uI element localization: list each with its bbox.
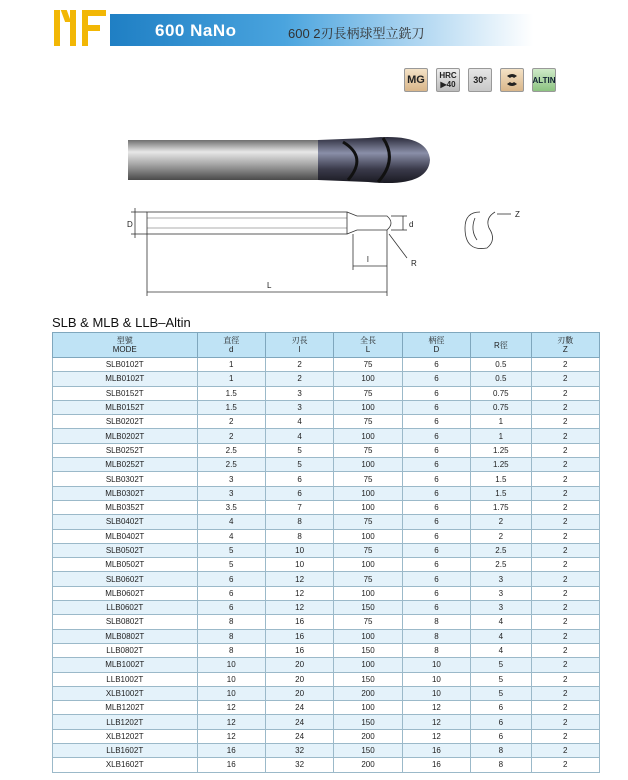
table-cell: 8 (402, 643, 470, 657)
table-cell: 2 (531, 586, 599, 600)
table-cell: 6 (402, 415, 470, 429)
table-cell: 100 (334, 701, 402, 715)
table-cell: 100 (334, 372, 402, 386)
table-cell: 2 (531, 500, 599, 514)
table-cell: 2 (197, 429, 265, 443)
table-row (53, 586, 600, 600)
table-cell: SLB0802T (53, 615, 198, 629)
table-cell: 4 (265, 415, 333, 429)
table-cell: 2 (531, 686, 599, 700)
table-cell: 3 (265, 386, 333, 400)
table-cell: 100 (334, 486, 402, 500)
table-cell: 2 (531, 515, 599, 529)
table-cell: 6 (402, 601, 470, 615)
table-cell: 75 (334, 615, 402, 629)
table-cell: 5 (265, 443, 333, 457)
column-header-top: 直徑 (223, 336, 240, 345)
table-cell: 6 (471, 729, 531, 743)
table-row (53, 358, 600, 372)
table-cell: 6 (402, 572, 470, 586)
column-header-top: 型號 (116, 336, 133, 345)
table-cell: 2 (531, 758, 599, 772)
table-cell: 3 (471, 572, 531, 586)
table-cell: 10 (265, 558, 333, 572)
table-row (53, 500, 600, 514)
table-cell: 20 (265, 686, 333, 700)
column-header (53, 333, 198, 358)
table-cell: 5 (197, 543, 265, 557)
table-cell: 8 (265, 515, 333, 529)
dim-overall-length: L (267, 281, 272, 290)
table-cell: 5 (471, 658, 531, 672)
table-cell: 2 (531, 601, 599, 615)
table-cell: 150 (334, 744, 402, 758)
table-cell: 1.5 (471, 472, 531, 486)
column-header-top: R徑 (493, 340, 508, 350)
table-cell: 2 (531, 615, 599, 629)
table-cell: 20 (265, 658, 333, 672)
page-title: 600 NaNo (155, 21, 237, 40)
table-cell: 100 (334, 500, 402, 514)
table-cell: 2 (265, 372, 333, 386)
table-cell: SLB0302T (53, 472, 198, 486)
table-cell: MLB0102T (53, 372, 198, 386)
table-cell: MLB0152T (53, 400, 198, 414)
table-cell: LLB1202T (53, 715, 198, 729)
table-cell: 6 (402, 429, 470, 443)
table-cell: 10 (402, 658, 470, 672)
table-cell: 2 (471, 515, 531, 529)
table-cell: 6 (402, 486, 470, 500)
table-cell: 1.5 (197, 400, 265, 414)
table-cell: 2 (531, 386, 599, 400)
section-title: SLB & MLB & LLB–Altin (52, 315, 191, 330)
column-header-bottom: D (433, 345, 440, 354)
table-row (53, 701, 600, 715)
table-cell: MLB0302T (53, 486, 198, 500)
table-cell: 12 (265, 586, 333, 600)
table-cell: 2.5 (471, 543, 531, 557)
column-header-bottom: d (228, 345, 234, 354)
table-cell: 24 (265, 729, 333, 743)
table-row (53, 529, 600, 543)
table-cell: 5 (471, 686, 531, 700)
table-cell: 2 (471, 529, 531, 543)
table-cell: 1 (197, 358, 265, 372)
table-row (53, 758, 600, 772)
table-cell: 1.5 (471, 486, 531, 500)
table-cell: 4 (265, 429, 333, 443)
table-cell: 8 (471, 758, 531, 772)
table-cell: SLB0502T (53, 543, 198, 557)
table-cell: 75 (334, 543, 402, 557)
dim-flutes: Z (515, 210, 520, 219)
table-cell: 6 (402, 529, 470, 543)
column-header-bottom: l (298, 345, 301, 354)
table-cell: 200 (334, 686, 402, 700)
table-cell: 2 (531, 415, 599, 429)
table-cell: 4 (471, 643, 531, 657)
table-cell: 2 (531, 701, 599, 715)
table-cell: 10 (197, 672, 265, 686)
column-header-bottom: MODE (112, 345, 137, 354)
column-header (402, 333, 470, 358)
table-cell: 6 (471, 701, 531, 715)
table-cell: 1 (197, 372, 265, 386)
column-header-top: 全長 (360, 336, 377, 345)
table-cell: SLB0402T (53, 515, 198, 529)
table-row (53, 486, 600, 500)
table-cell: 0.5 (471, 358, 531, 372)
table-cell: MLB0802T (53, 629, 198, 643)
table-cell: 2 (531, 672, 599, 686)
table-row (53, 415, 600, 429)
hrc-value: ▶40 (440, 80, 456, 89)
table-cell: 2 (531, 400, 599, 414)
table-cell: MLB0402T (53, 529, 198, 543)
table-cell: 2 (531, 543, 599, 557)
table-cell: 150 (334, 601, 402, 615)
table-cell: 3 (197, 472, 265, 486)
table-header-row (53, 333, 600, 358)
table-cell: MLB0602T (53, 586, 198, 600)
table-cell: 1 (471, 429, 531, 443)
table-cell: 16 (265, 629, 333, 643)
table-cell: 6 (402, 458, 470, 472)
table-row (53, 458, 600, 472)
coating-badge: ALTIN (532, 68, 556, 92)
table-cell: 2 (531, 729, 599, 743)
table-cell: 6 (471, 715, 531, 729)
helix-angle-badge: 30° (468, 68, 492, 92)
table-cell: 16 (265, 643, 333, 657)
table-cell: 2 (531, 458, 599, 472)
table-cell: 75 (334, 358, 402, 372)
table-row (53, 715, 600, 729)
table-row (53, 515, 600, 529)
dim-cut-diameter: d (409, 220, 414, 229)
table-cell: 8 (197, 643, 265, 657)
table-row (53, 629, 600, 643)
table-cell: 6 (402, 386, 470, 400)
table-row (53, 443, 600, 457)
table-cell: 12 (197, 701, 265, 715)
table-cell: MLB1002T (53, 658, 198, 672)
table-cell: 2 (531, 472, 599, 486)
column-header-top: 刃數 (557, 336, 574, 345)
table-cell: 12 (402, 715, 470, 729)
table-cell: 3 (471, 601, 531, 615)
table-cell: 6 (402, 472, 470, 486)
table-cell: 16 (197, 758, 265, 772)
table-cell: 150 (334, 672, 402, 686)
table-cell: 150 (334, 643, 402, 657)
table-cell: 6 (402, 500, 470, 514)
table-row (53, 386, 600, 400)
table-cell: 6 (402, 400, 470, 414)
table-cell: 16 (402, 744, 470, 758)
table-cell: 1.5 (197, 386, 265, 400)
table-cell: 12 (197, 715, 265, 729)
column-header (197, 333, 265, 358)
table-row (53, 672, 600, 686)
table-cell: 10 (197, 658, 265, 672)
table-cell: 7 (265, 500, 333, 514)
table-row (53, 744, 600, 758)
table-row (53, 558, 600, 572)
table-row (53, 615, 600, 629)
table-row (53, 729, 600, 743)
column-header (334, 333, 402, 358)
column-header (265, 333, 333, 358)
table-row (53, 658, 600, 672)
table-cell: XLB1002T (53, 686, 198, 700)
table-cell: 1.75 (471, 500, 531, 514)
table-cell: 5 (265, 458, 333, 472)
table-cell: 4 (197, 529, 265, 543)
table-cell: 2 (531, 372, 599, 386)
table-cell: 24 (265, 715, 333, 729)
table-cell: 6 (265, 472, 333, 486)
column-header-top: 柄徑 (428, 336, 445, 345)
table-cell: 3 (265, 400, 333, 414)
column-header-bottom: Z (562, 345, 568, 354)
feature-badges (404, 68, 556, 92)
table-cell: 3.5 (197, 500, 265, 514)
table-cell: 12 (265, 601, 333, 615)
table-cell: 1.25 (471, 443, 531, 457)
table-cell: 6 (197, 586, 265, 600)
table-cell: 10 (402, 686, 470, 700)
dimension-drawing (125, 200, 545, 305)
table-cell: 8 (197, 629, 265, 643)
table-cell: 16 (197, 744, 265, 758)
table-cell: 5 (197, 558, 265, 572)
table-cell: SLB0252T (53, 443, 198, 457)
table-cell: 12 (265, 572, 333, 586)
dim-radius: R (411, 259, 417, 268)
table-cell: MLB0252T (53, 458, 198, 472)
table-cell: 5 (471, 672, 531, 686)
table-cell: 8 (471, 744, 531, 758)
table-cell: 100 (334, 586, 402, 600)
table-cell: 75 (334, 415, 402, 429)
table-cell: MLB0502T (53, 558, 198, 572)
table-cell: LLB1602T (53, 744, 198, 758)
hrc-badge (436, 68, 460, 92)
table-row (53, 686, 600, 700)
column-header (471, 333, 531, 358)
table-cell: 75 (334, 386, 402, 400)
table-cell: 6 (265, 486, 333, 500)
column-header-bottom: L (365, 345, 371, 354)
table-cell: 100 (334, 429, 402, 443)
table-cell: 10 (402, 672, 470, 686)
table-row (53, 543, 600, 557)
table-cell: SLB0202T (53, 415, 198, 429)
table-cell: 200 (334, 758, 402, 772)
hrc-label: HRC (439, 71, 457, 80)
table-row (53, 372, 600, 386)
table-cell: 1.25 (471, 458, 531, 472)
table-cell: 75 (334, 515, 402, 529)
table-cell: 2 (531, 572, 599, 586)
table-cell: 8 (197, 615, 265, 629)
page-subtitle: 600 2刃長柄球型立銑刀 (288, 26, 425, 41)
table-cell: LLB0802T (53, 643, 198, 657)
table-cell: 3 (197, 486, 265, 500)
table-cell: 2.5 (197, 443, 265, 457)
table-row (53, 472, 600, 486)
table-cell: 2.5 (471, 558, 531, 572)
table-cell: LLB0602T (53, 601, 198, 615)
table-cell: 6 (197, 572, 265, 586)
column-header (531, 333, 599, 358)
table-cell: 1 (471, 415, 531, 429)
table-cell: 32 (265, 758, 333, 772)
table-cell: 12 (402, 701, 470, 715)
table-cell: 2 (531, 558, 599, 572)
dim-flute-length: l (367, 255, 369, 264)
table-cell: 3 (471, 586, 531, 600)
table-row (53, 601, 600, 615)
table-cell: 6 (402, 558, 470, 572)
table-cell: 0.75 (471, 386, 531, 400)
table-row (53, 572, 600, 586)
table-cell: LLB1002T (53, 672, 198, 686)
table-cell: 150 (334, 715, 402, 729)
table-row (53, 643, 600, 657)
table-cell: 0.5 (471, 372, 531, 386)
table-cell: 200 (334, 729, 402, 743)
table-body (53, 358, 600, 773)
table-cell: 12 (197, 729, 265, 743)
table-cell: 4 (197, 515, 265, 529)
table-cell: 2 (531, 715, 599, 729)
table-cell: 100 (334, 529, 402, 543)
table-cell: 32 (265, 744, 333, 758)
table-cell: 2 (531, 658, 599, 672)
table-cell: 6 (402, 372, 470, 386)
table-cell: SLB0602T (53, 572, 198, 586)
mg-badge: MG (404, 68, 428, 92)
table-cell: 16 (265, 615, 333, 629)
table-cell: 75 (334, 472, 402, 486)
table-cell: 2 (531, 486, 599, 500)
dim-shank-diameter: D (127, 220, 133, 229)
table-cell: 16 (402, 758, 470, 772)
table-cell: 2.5 (197, 458, 265, 472)
table-cell: 100 (334, 458, 402, 472)
table-cell: 4 (471, 615, 531, 629)
table-cell: 100 (334, 629, 402, 643)
table-cell: 2 (531, 744, 599, 758)
table-cell: 8 (265, 529, 333, 543)
column-header-top: 刃長 (291, 336, 308, 345)
table-cell: 10 (265, 543, 333, 557)
table-cell: 2 (531, 529, 599, 543)
table-cell: 6 (402, 443, 470, 457)
table-cell: 100 (334, 658, 402, 672)
table-cell: 2 (531, 443, 599, 457)
table-cell: 4 (471, 629, 531, 643)
table-cell: 0.75 (471, 400, 531, 414)
table-cell: 8 (402, 615, 470, 629)
table-cell: 75 (334, 572, 402, 586)
table-cell: 6 (402, 358, 470, 372)
table-cell: 2 (531, 643, 599, 657)
two-flute-icon (500, 68, 524, 92)
table-cell: 12 (402, 729, 470, 743)
table-cell: 2 (265, 358, 333, 372)
table-cell: 2 (531, 629, 599, 643)
table-cell: 2 (531, 358, 599, 372)
table-cell: SLB0152T (53, 386, 198, 400)
table-cell: 6 (402, 515, 470, 529)
table-cell: 100 (334, 558, 402, 572)
table-cell: 100 (334, 400, 402, 414)
table-cell: 6 (402, 586, 470, 600)
table-cell: XLB1202T (53, 729, 198, 743)
table-cell: 6 (197, 601, 265, 615)
table-cell: MLB1202T (53, 701, 198, 715)
brand-logo (52, 8, 108, 48)
table-cell: 2 (197, 415, 265, 429)
table-row (53, 400, 600, 414)
spec-table (52, 332, 600, 773)
table-cell: 6 (402, 543, 470, 557)
table-cell: 75 (334, 443, 402, 457)
table-cell: SLB0102T (53, 358, 198, 372)
table-cell: MLB0202T (53, 429, 198, 443)
table-row (53, 429, 600, 443)
table-cell: MLB0352T (53, 500, 198, 514)
table-cell: 20 (265, 672, 333, 686)
table-cell: 8 (402, 629, 470, 643)
end-mill-photo-icon (128, 132, 438, 190)
table-cell: 2 (531, 429, 599, 443)
table-cell: 24 (265, 701, 333, 715)
table-cell: 10 (197, 686, 265, 700)
table-cell: XLB1602T (53, 758, 198, 772)
